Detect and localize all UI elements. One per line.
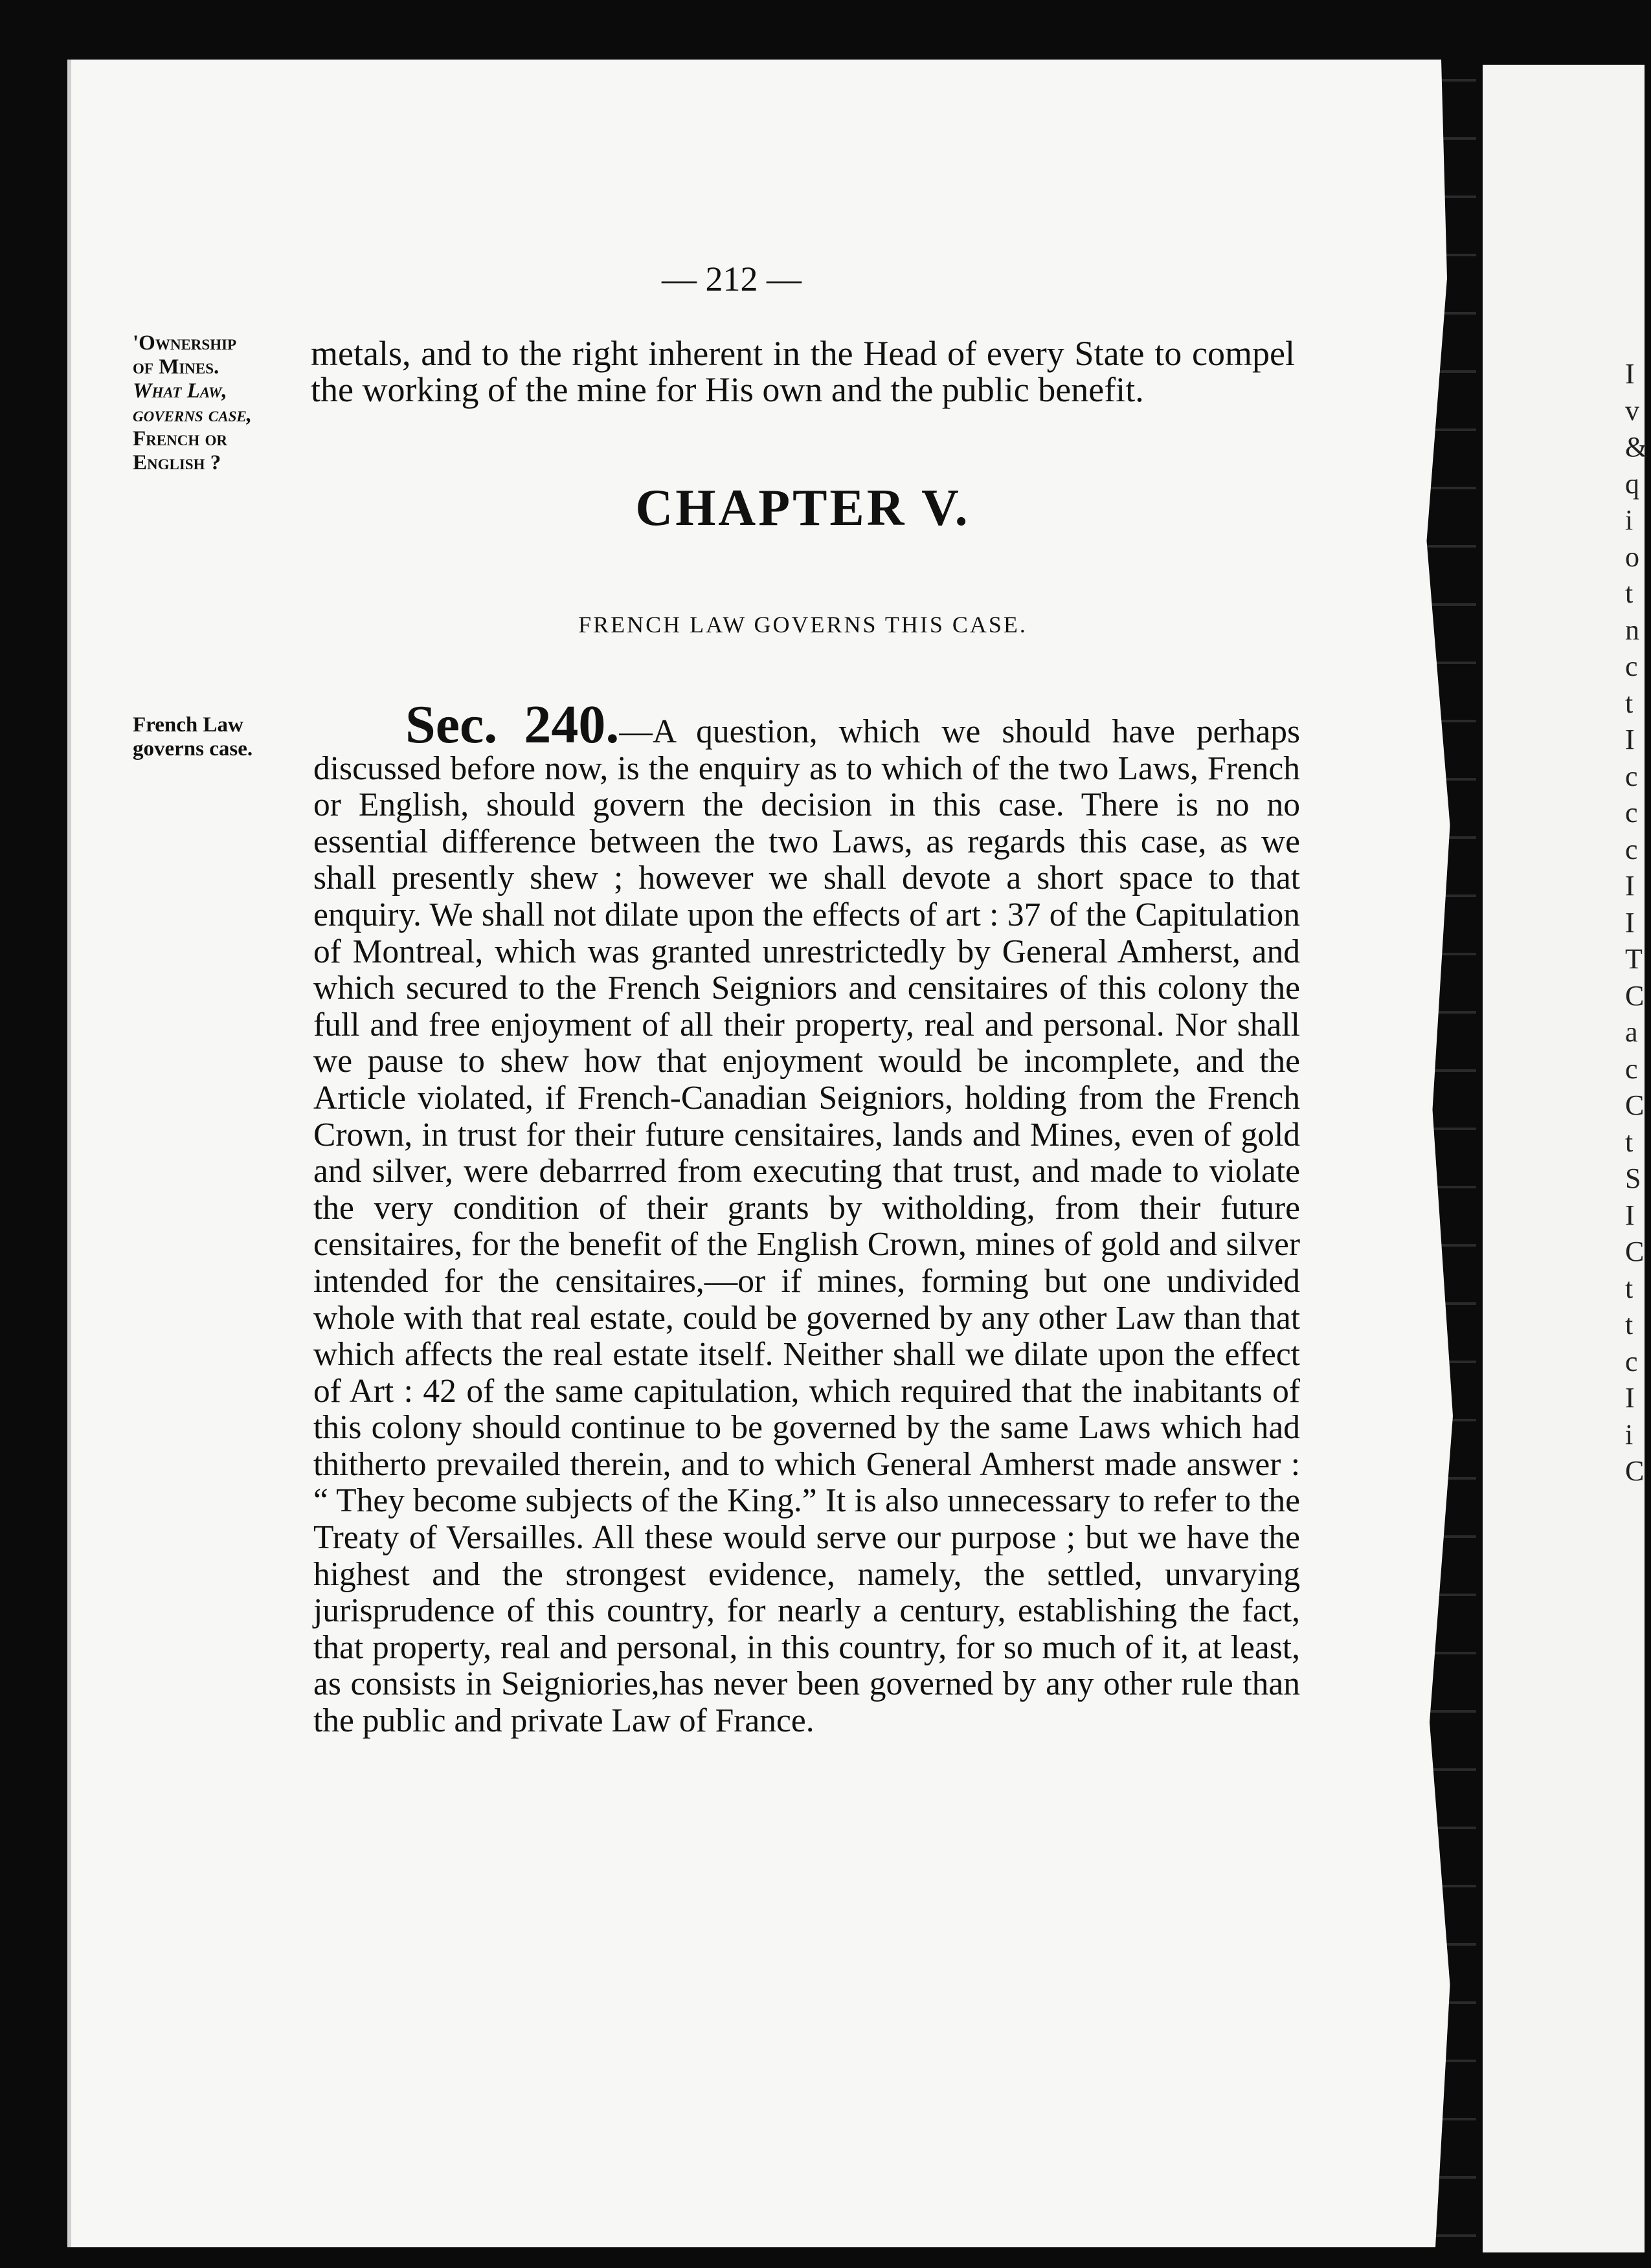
chapter-subtitle: FRENCH LAW GOVERNS THIS CASE. <box>578 612 1028 638</box>
page-number: — 212 — <box>662 260 802 298</box>
section-heading: Sec. 240. <box>405 695 620 755</box>
margin-note-line: governs case, <box>133 403 252 427</box>
margin-note-line: 'Ownership <box>133 331 237 355</box>
margin-note-line: of Mines. <box>133 355 219 379</box>
section-240 <box>313 695 1300 1740</box>
margin-note-line: French or <box>133 427 227 450</box>
adjacent-page-text: I v & q i o t n c t I c c c I I T C a c C t S I C t t c I i C <box>1625 358 1648 1487</box>
chapter-title: CHAPTER V. <box>635 480 971 537</box>
margin-note-line: English ? <box>133 451 221 474</box>
section-body: —A question, which we should have perhaps discussed before now, is the enquiry as to which of the two Laws, French or English, should govern the decision in this case. There is no no essential difference between the two Laws, as regards this case, as we shall presently shew ; however we shall devote a short space to that enquiry. We shall not dilate upon the effects of art : 37 of the Capitulation of Montreal, which was granted unrestrictedly by General Amherst, and which secured to the French Seigniors and censitaires of this colony the full and free enjoyment of all their property, real and personal. Nor shall we pause to shew how that enjoyment would be incomplete, and the Article violated, if French-Canadian Seigniors, holding from the French Crown, in trust for their future censitaires, lands and Mines, even of gold and silver, were debarrred from executing that trust, and made to violate the very condition of their grants by witholding, from their future censitaires, for the benefit of the English Crown, mines of gold and silver intended for the censitaires,—or if mines, forming but one undivided whole with that real estate, could be governed by any other Law than that which affects the real estate itself. Neither shall we dilate upon the effect of Art : 42 of the same capitulation, which required that the inabitants of this colony should continue to be governed by the same Laws which had thitherto prevailed therein, and to which General Amherst made answer : “ They become subjects of the King.” It is also unnecessary to refer to the Treaty of Versailles. All these would serve our purpose ; but we have the highest and the strongest evidence, namely, the settled, unvarying jurisprudence of this country, for nearly a century, establishing the fact, that property, real and personal, in this country, for so much of it, at least, as consists in Seigniories,has never been governed by any other rule than the public and private Law of France. <box>313 713 1300 1740</box>
margin-note-line: French Law <box>133 713 243 737</box>
intro-paragraph: metals, and to the right inherent in the Head of every State to compel the working of the mine for His own and the public benefit. <box>311 334 1295 409</box>
margin-note-line: What Law, <box>133 379 227 403</box>
margin-note-french-law <box>133 713 301 761</box>
margin-note-line: governs case. <box>133 737 253 761</box>
adjacent-page <box>1483 65 1648 2252</box>
margin-note-ownership <box>133 331 288 475</box>
